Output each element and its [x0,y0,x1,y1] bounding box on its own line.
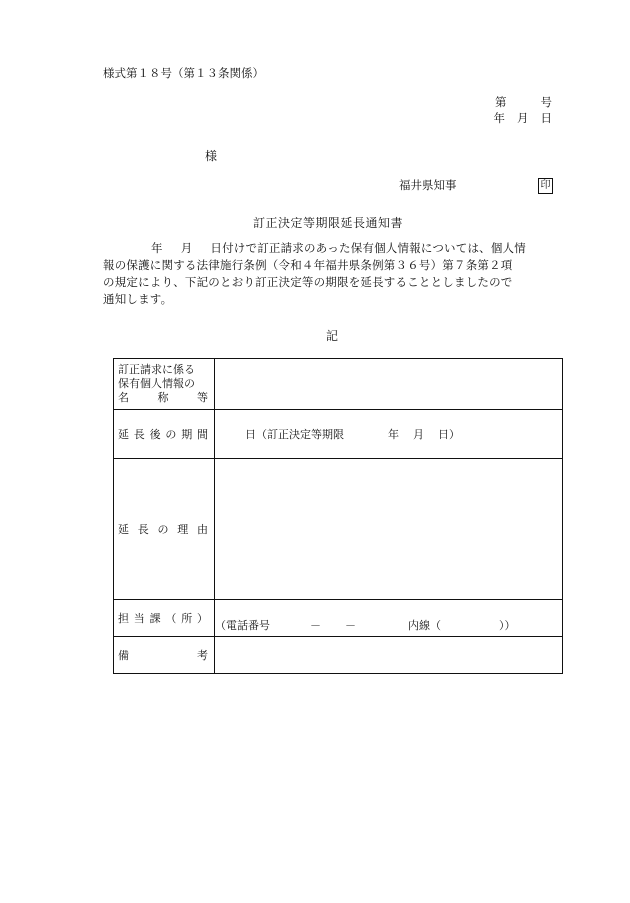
document-title: 訂正決定等期限延長通知書 [253,216,404,230]
body-line-3: の規定により、下記のとおり訂正決定等の期限を延長することとしましたので [103,275,513,289]
label-extension-reason: 延 長 の 理 由 [114,459,215,600]
table-row-remarks [114,637,563,674]
table-row-extended-period [114,410,563,459]
label-info-name-line2: 保有個人情報の [118,377,195,390]
date-day: 日 [540,111,552,125]
value-info-name[interactable] [215,359,563,410]
date-month: 月 [517,111,529,125]
label-info-name [114,359,215,410]
label-remarks: 備 考 [114,637,215,674]
sender-name: 福井県知事 [399,178,457,192]
detail-table [113,358,563,674]
label-extended-period: 延 長 後 の 期 間 [114,410,215,459]
value-extended-period[interactable]: 日（訂正決定等期限 年 月 日） [215,410,563,459]
label-info-name-line3: 名 称 等 [118,391,208,404]
value-remarks[interactable] [215,637,563,674]
doc-no-prefix: 第 [495,95,507,109]
document-date [494,113,553,125]
table-row-info-name [114,359,563,410]
doc-no-suffix: 号 [540,95,552,109]
table-row-contact [114,600,563,637]
label-info-name-line1: 訂正請求に係る [118,363,195,376]
addressee-honorific: 様 [205,149,218,163]
body-paragraph [103,240,559,308]
table-row-extension-reason [114,459,563,600]
seal-mark: 印 [538,178,553,194]
body-line-2: 報の保護に関する法律施行条例（令和４年福井県条例第３６号）第７条第２項 [103,258,513,272]
value-contact[interactable]: （電話番号 － － 内線（ ）） [215,600,563,637]
body-line-4: 通知します。 [103,292,173,306]
form-number: 様式第１８号（第１３条関係） [103,66,264,80]
ki-heading: 記 [326,329,339,343]
value-extension-reason[interactable] [215,459,563,600]
label-contact: 担 当 課 （ 所 ） [114,600,215,637]
date-year: 年 [493,111,505,125]
body-line-1: 年 月 日付けで訂正請求のあった保有個人情報については、個人情 [151,241,526,255]
document-number [495,97,552,109]
